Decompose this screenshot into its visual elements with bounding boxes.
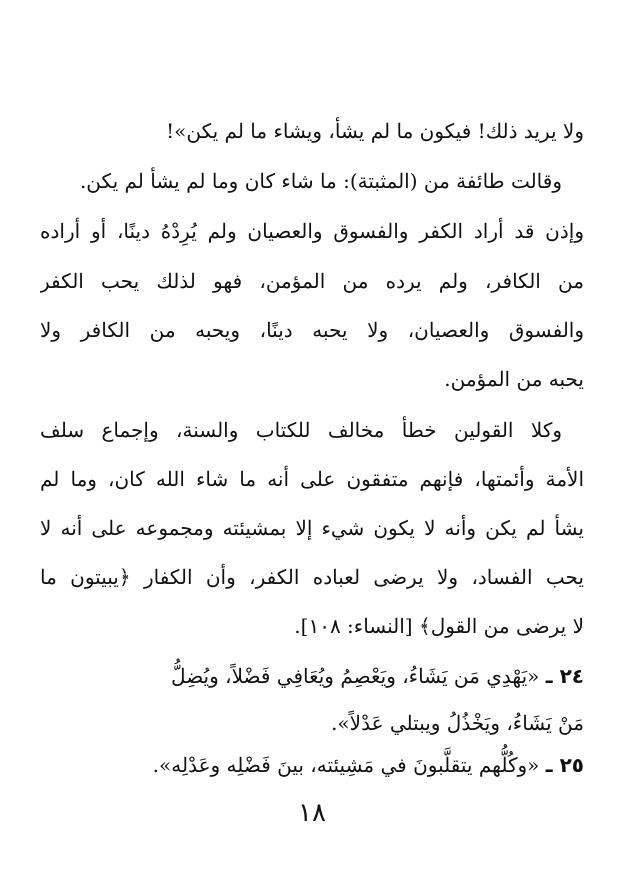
text-line: وإذن قد أراد الكفر والفسوق والعصيان ولم يُرِدْهُ دينًا، أو أراده <box>40 219 584 243</box>
text-line: مَنْ يَشَاءُ، ويَخْذُلُ ويبتلي عَدْلاً». <box>331 711 584 735</box>
text-line: يحبه من المؤمن. <box>444 367 584 391</box>
page-text <box>40 0 584 780</box>
item-text: «يَهْدِي مَن يَشَاءُ، ويَعْصِمُ ويُعَافِي فَضْلاً، ويُضِلُّ <box>171 664 540 688</box>
text-line: الأمة وأئمتها، فإنهم متفقون على أنه ما شاء الله كان، وما لم <box>40 467 584 491</box>
text-line: وكلا القولين خطأ مخالف للكتاب والسنة، وإجماع سلف <box>40 418 562 442</box>
text-line: وقالت طائفة من (المثبتة): ما شاء كان وما لم يشأ لم يكن. <box>79 169 562 193</box>
text-line: يحب الفساد، ولا يرضى لعباده الكفر، وأن الكفار ﴿يبيتون ما <box>40 565 584 589</box>
text-line: من الكافر، ولم يرده من المؤمن، فهو لذلك يحب الكفر <box>40 269 584 293</box>
numbered-item-25 <box>40 742 584 788</box>
text-line: والفسوق والعصيان، ولا يحبه دينًا، ويحبه من الكافر ولا <box>40 318 584 342</box>
text-line: لا يرضى من القول﴾ [النساء: ١٠٨]. <box>294 614 584 638</box>
text-line: يشأ لم يكن وأنه لا يكون شيء إلا بمشيئته ومجموعه على أنه لا <box>40 516 584 540</box>
item-number: ٢٥ ـ <box>545 753 584 777</box>
item-number: ٢٤ ـ <box>545 664 584 688</box>
page-number: ١٨ <box>298 798 326 828</box>
item-text: «وكُلُّهم يتقلَّبونَ في مَشِيئته، بينَ فَضْلِه وعَدْلِه». <box>152 753 540 777</box>
text-line: ولا يريد ذلك! فيكون ما لم يشأ، ويشاء ما لم يكن»! <box>166 119 584 143</box>
numbered-item-24 <box>40 653 584 699</box>
